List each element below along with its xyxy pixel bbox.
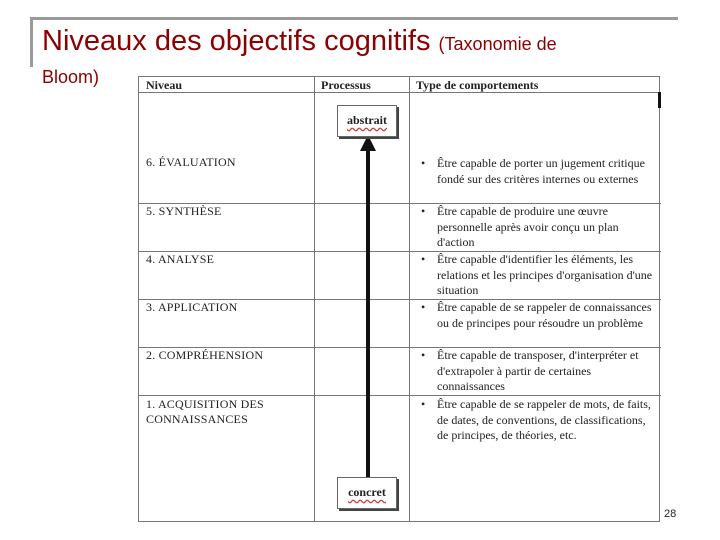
behaviour-text: Être capable d'identifier les éléments, les relations et les principes d'organisation d'une situation: [437, 252, 653, 297]
header-comportements: Type de comportements: [416, 78, 539, 92]
row-divider-right-5: [409, 395, 661, 396]
behaviour-text: Être capable de produire une œuvre personnelle après avoir conçu un plan d'action: [437, 204, 619, 249]
level-synthese: 5. SYNTHÈSE: [146, 204, 222, 218]
bloom-table: [138, 76, 660, 522]
bullet: •: [421, 252, 426, 266]
header-divider: [139, 92, 659, 93]
concret-label: concret: [348, 485, 386, 499]
level-analyse: 4. ANALYSE: [146, 252, 215, 266]
abstrait-box: [337, 105, 397, 137]
level-application: 3. APPLICATION: [146, 300, 238, 314]
bullet: •: [421, 300, 426, 314]
bullet: •: [421, 397, 426, 411]
frame-top-line: [30, 17, 678, 20]
behaviour-text: Être capable de se rappeler de connaissances ou de principes pour résoudre un problème: [437, 300, 652, 330]
behaviour-text: Être capable de se rappeler de mots, de faits, de dates, de conventions, de classifications, de principes, de théories, etc.: [437, 397, 651, 442]
level-evaluation: 6. ÉVALUATION: [146, 155, 236, 169]
page-number: 28: [664, 508, 677, 520]
behaviour-text: Être capable de porter un jugement critique fondé sur des critères internes ou externes: [437, 156, 645, 186]
level-comprehension: 2. COMPRÉHENSION: [146, 348, 264, 362]
title-main: Niveaux des objectifs cognitifs: [42, 25, 431, 57]
level-acquisition: 1. ACQUISITION DES CONNAISSANCES: [146, 397, 264, 426]
arrow-shaft: [366, 149, 370, 479]
concret-box: [337, 477, 397, 509]
header-niveau: Niveau: [146, 78, 182, 92]
edge-mark: [658, 92, 661, 108]
abstrait-label: abstrait: [347, 113, 387, 127]
bullet: •: [421, 156, 426, 170]
behaviour-text: Être capable de transposer, d'interpréter et d'extrapoler à partir de certaines connaissances: [437, 348, 639, 393]
title-sub: (Taxonomie de: [438, 34, 557, 54]
title-line2: Bloom): [42, 67, 100, 87]
header-processus: Processus: [321, 78, 371, 92]
frame-left-line: [30, 17, 33, 67]
slide-title: [42, 24, 557, 61]
bullet: •: [421, 348, 426, 362]
bullet: •: [421, 204, 426, 218]
